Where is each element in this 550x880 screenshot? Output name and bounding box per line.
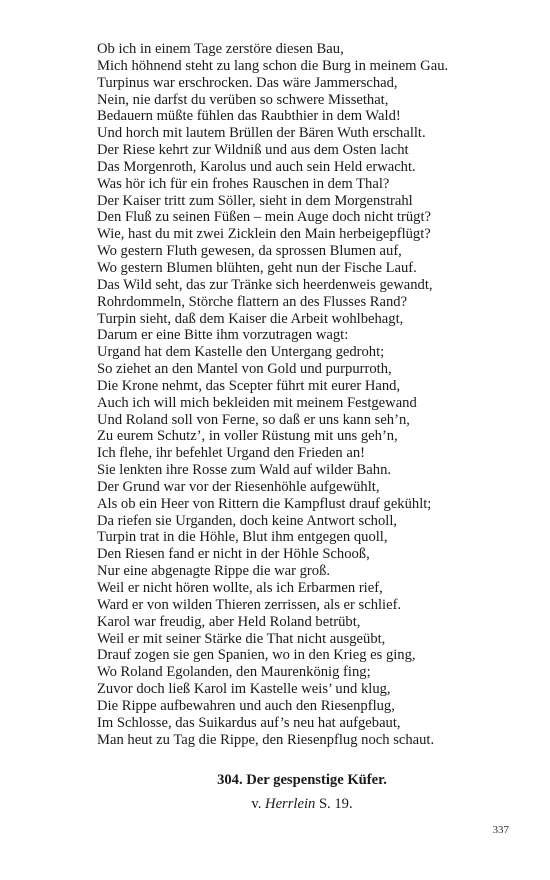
poem-line: Die Krone nehmt, das Scepter führt mit eurer Hand, [97, 377, 401, 394]
poem-line: Zu eurem Schutz’, in voller Rüstung mit uns geh’n, [97, 428, 398, 445]
poem-line: Bedauern müßte fühlen das Raubthier in dem Wald! [97, 108, 401, 125]
poem-line: Der Grund war vor der Riesenhöhle aufgewühlt, [97, 478, 380, 495]
poem-line: Den Fluß zu seinen Füßen – mein Auge doch nicht trügt? [97, 209, 431, 226]
poem-line: Nein, nie darfst du verüben so schwere Missethat, [97, 91, 389, 108]
poem-line: Das Wild seht, das zur Tränke sich heerdenweis gewandt, [97, 276, 433, 293]
poem-line: Den Riesen fand er nicht in der Höhle Schooß, [97, 546, 370, 563]
poem-line: Rohrdommeln, Störche flattern an des Flusses Rand? [97, 293, 408, 310]
poem-line: Wie, hast du mit zwei Zicklein den Main herbeigepflügt? [97, 226, 431, 243]
poem-line: Darum er eine Bitte ihm vorzutragen wagt: [97, 327, 349, 344]
poem-line: Der Riese kehrt zur Wildniß und aus dem Osten lacht [97, 142, 409, 159]
page-number: 337 [492, 824, 509, 836]
poem-text [97, 41, 517, 748]
poem-line: Weil er nicht hören wollte, als ich Erbarmen rief, [97, 580, 383, 596]
poem-line: Mich höhnend steht zu lang schon die Burg in meinem Gau. [97, 57, 449, 74]
poem-line: Weil er mit seiner Stärke die That nicht ausgeübt, [97, 630, 386, 647]
poem-line: Turpin sieht, daß dem Kaiser die Arbeit wohlbehagt, [97, 310, 404, 327]
poem-line: Die Rippe aufbewahren und auch den Riesenpflug, [97, 697, 395, 714]
poem-line: Wo gestern Blumen blühten, geht nun der Fische Lauf. [97, 259, 417, 276]
poem-line: Man heut zu Tag die Rippe, den Riesenpflug noch schaut. [97, 731, 435, 748]
poem-line: Wo gestern Fluth gewesen, da sprossen Blumen auf, [97, 243, 402, 260]
section-heading: 304. Der gespenstige Küfer. [217, 772, 387, 788]
source-author: Herrlein [265, 796, 316, 812]
poem-line: Ob ich in einem Tage zerstöre diesen Bau, [97, 41, 344, 57]
poem-line: Und horch mit lautem Brüllen der Bären Wuth erschallt. [97, 125, 426, 142]
source-suffix: S. 19. [315, 796, 353, 812]
poem-line: Drauf zogen sie gen Spanien, wo in den Krieg es ging, [97, 647, 416, 664]
poem-line: Zuvor doch ließ Karol im Kastelle weis’ und klug, [97, 681, 391, 698]
poem-line: Was hör ich für ein frohes Rauschen in dem Thal? [97, 175, 390, 192]
poem-line: Ward er von wilden Thieren zerrissen, als er schlief. [97, 596, 402, 613]
poem-line: Wo Roland Egolanden, den Maurenkönig fing; [97, 664, 371, 681]
poem-line: Der Kaiser tritt zum Söller, sieht in dem Morgenstrahl [97, 192, 413, 209]
poem-line: Im Schlosse, das Suikardus auf’s neu hat aufgebaut, [97, 714, 401, 731]
source-prefix: v. [251, 796, 266, 812]
poem-line: Sie lenkten ihre Rosse zum Wald auf wilder Bahn. [97, 462, 392, 479]
poem-line: Und Roland soll von Ferne, so daß er uns kann seh’n, [97, 411, 410, 428]
poem-line: Turpinus war erschrocken. Das wäre Jammerschad, [97, 74, 398, 91]
poem-line: Urgand hat dem Kastelle den Untergang gedroht; [97, 344, 385, 361]
poem-line: Karol war freudig, aber Held Roland betrübt, [97, 613, 361, 630]
poem-line: Als ob ein Heer von Rittern die Kampflust drauf gekühlt; [97, 495, 432, 512]
source-citation [0, 795, 550, 813]
poem-line: Nur eine abgenagte Rippe die war groß. [97, 563, 331, 580]
poem-line: Das Morgenroth, Karolus und auch sein Held erwacht. [97, 158, 416, 175]
poem-line: Da riefen sie Urganden, doch keine Antwort scholl, [97, 512, 398, 529]
poem-line: Turpin trat in die Höhle, Blut ihm entgegen quoll, [97, 529, 388, 546]
poem-line: Auch ich will mich bekleiden mit meinem Festgewand [97, 394, 417, 411]
poem-line: So ziehet an den Mantel von Gold und purpurroth, [97, 361, 392, 378]
poem-line: Ich flehe, ihr befehlet Urgand den Frieden an! [97, 445, 365, 462]
